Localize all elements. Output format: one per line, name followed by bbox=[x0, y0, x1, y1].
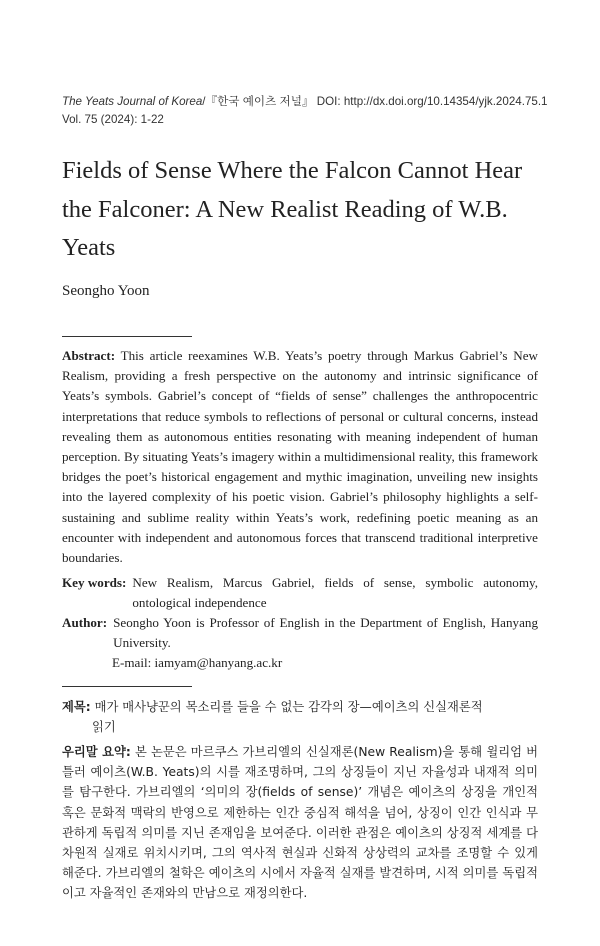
divider-bottom bbox=[62, 686, 192, 687]
korean-title-label: 제목: bbox=[62, 700, 91, 714]
author-section bbox=[62, 613, 538, 674]
journal-volume: Vol. 75 (2024): 1-22 bbox=[62, 113, 164, 126]
journal-name-korean: /『한국 예이츠 저널』 bbox=[202, 95, 314, 108]
korean-title-line1: 매가 매사냥꾼의 목소리를 들을 수 없는 감각의 장—예이츠의 신실재론적 bbox=[94, 700, 483, 714]
journal-doi: DOI: http://dx.doi.org/10.14354/yjk.2024.75.1 bbox=[313, 95, 548, 108]
keywords-label: Key words: bbox=[62, 575, 127, 590]
english-abstract bbox=[62, 346, 538, 568]
journal-header bbox=[62, 93, 582, 129]
korean-abstract bbox=[62, 742, 538, 904]
korean-abstract-text: 본 논문은 마르쿠스 가브리엘의 신실재론(New Realism)을 통해 윌리엄 버틀러 예이츠(W.B. Yeats)의 시를 재조명하며, 그의 상징들이 지닌 자율성과 내재적 의미를 탐구한다. 가브리엘의 ‘의미의 장(fields of sense)’ 개념은 예이츠의 상징을 개인적 혹은 문화적 맥락의 반영으로 제한하는 인간 중심적 해석을 넘어, 상징이 인간 인식과 무관하게 독립적 의미를 지닌 존재임을 보여준다. 이러한 관점은 예이츠의 상징적 세계를 다차원적 실재로 위치시키며, 그의 역사적 현실과 신화적 상상력의 교차를 조명할 수 있게 해준다. 가브리엘의 철학은 예이츠의 시에서 자율적 실재를 발견하며, 시적 의미를 독립적이고 자율적인 존재와의 만남으로 재정의한다. bbox=[62, 745, 539, 901]
author-label: Author: bbox=[62, 615, 108, 630]
korean-title bbox=[62, 697, 538, 737]
journal-citation-line bbox=[62, 93, 582, 111]
abstract-label: Abstract: bbox=[62, 348, 116, 363]
author-text: Seongho Yoon is Professor of English in the Department of English, Hanyang University. bbox=[113, 615, 538, 651]
keywords-text: New Realism, Marcus Gabriel, fields of sense, symbolic autonomy, ontological independence bbox=[132, 575, 538, 611]
article-author: Seongho Yoon bbox=[62, 283, 150, 299]
article-title: Fields of Sense Where the Falcon Cannot Hear the Falconer: A New Realist Reading of W.B. Yeats bbox=[62, 157, 523, 261]
abstract-text: This article reexamines W.B. Yeats’s poetry through Markus Gabriel’s New Realism, providing a fresh perspective on the autonomy and intrinsic significance of Yeats’s symbols. Gabriel’s concept of “fields of sense” challenges the anthropocentric interpretations that reduce symbols to reflections of personal or cultural concerns, instead revealing them as autonomous entities resonating with meaning independent of human perception. By situating Yeats’s imagery within a multidimensional reality, this framework bridges the poet’s historical engagement and mythic imagination, unveiling new insights into the layered complexity of his poetic vision. Gabriel’s philosophy highlights a self-sustaining and sublime reality within Yeats’s work, redefining poetic meaning as an encounter with independent and autonomous forces that transcend traditional interpretive boundaries. bbox=[62, 348, 538, 566]
journal-name: The Yeats Journal of Korea bbox=[62, 95, 203, 108]
author-email: E-mail: iamyam@hanyang.ac.kr bbox=[112, 655, 283, 671]
korean-title-line2: 읽기 bbox=[92, 720, 116, 735]
korean-abstract-label: 우리말 요약: bbox=[62, 745, 131, 759]
keywords-section bbox=[62, 573, 538, 613]
divider-top bbox=[62, 336, 192, 337]
